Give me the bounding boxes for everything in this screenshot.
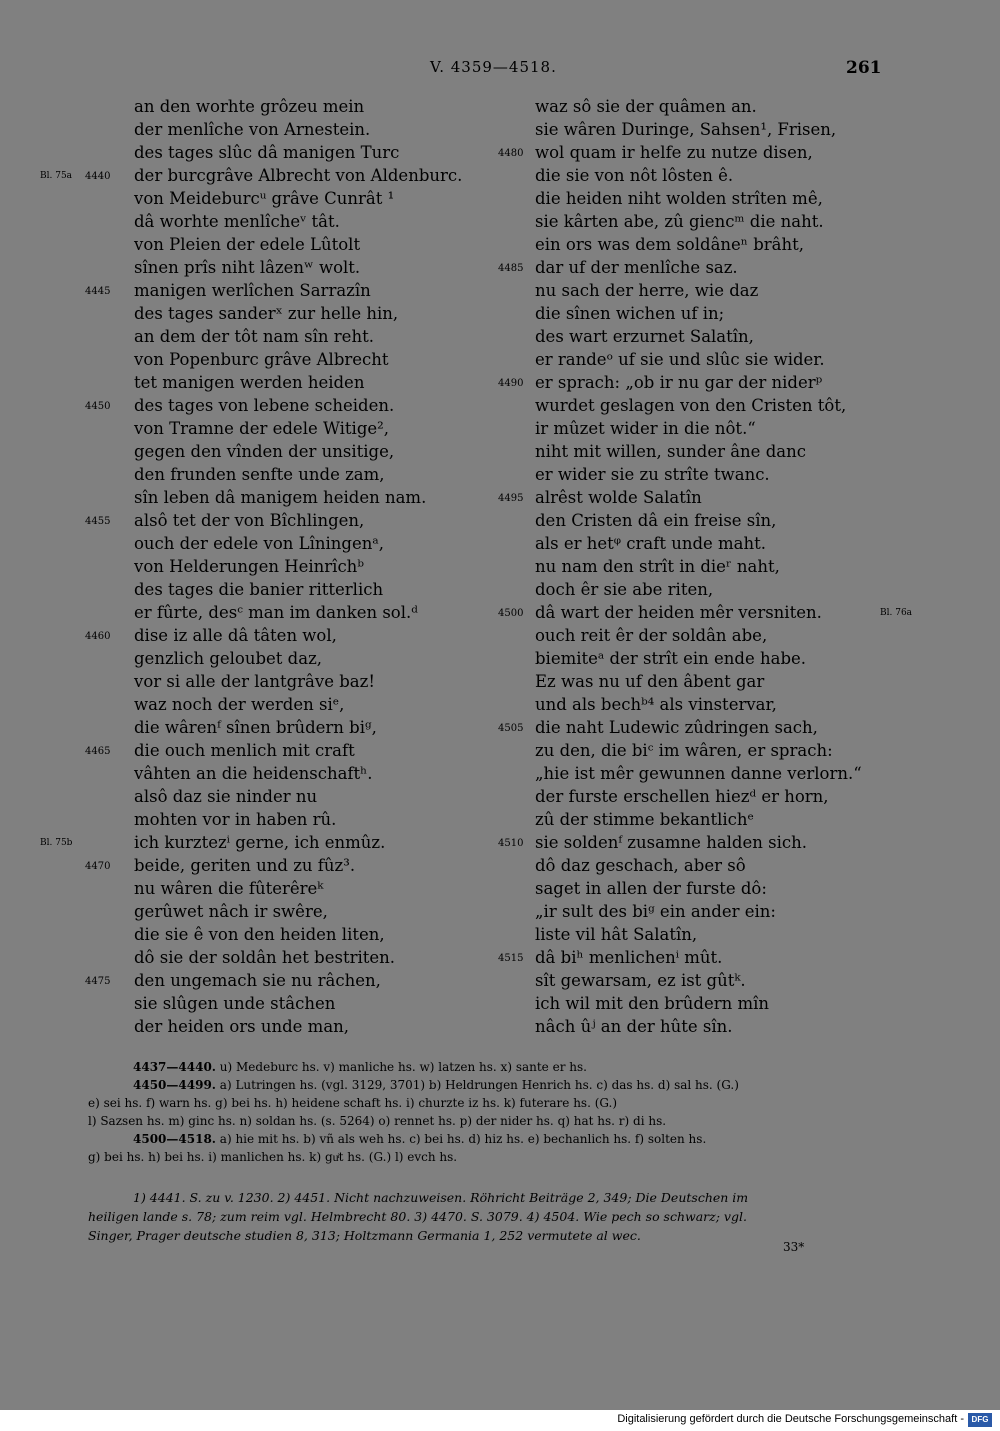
folio-marker: Bl. 75b [40,838,73,848]
verse-line [40,417,510,440]
verse-line [40,463,510,486]
verse-line [40,532,510,555]
verse-line [495,578,950,601]
verse-text: dâ wart der heiden mêr versniten. [535,603,822,622]
verse-line [495,601,950,624]
apparatus-line [88,1076,878,1094]
verse-text: sie wâren Duringe, Sahsen¹, Frisen, [535,120,837,139]
verse-line [495,762,950,785]
verse-line [40,670,510,693]
verse-text: waz noch der werden siᵉ, [134,695,345,714]
verse-line [495,693,950,716]
line-number: 4455 [85,516,111,527]
critical-apparatus [88,1058,878,1166]
verse-text: ein ors was dem soldâneⁿ brâht, [535,235,804,254]
verse-text: die sie von nôt lôsten ê. [535,166,734,185]
footnote-line: heiligen lande s. 78; zum reim vgl. Helmbrecht 80. 3) 4470. S. 3079. 4) 4504. Wie pech so schwarz; vgl. [88,1209,747,1224]
verse-text: den Cristen dâ ein freise sîn, [535,511,777,530]
verse-text: des wart erzurnet Salatîn, [535,327,754,346]
verse-text: dise iz alle dâ tâten wol, [134,626,337,645]
verse-line [40,647,510,670]
verse-text: sînen prîs niht lâzenʷ wolt. [134,258,361,277]
verse-line [495,210,950,233]
verse-line [40,509,510,532]
verse-line [495,417,950,440]
verse-line [40,624,510,647]
verse-line [495,302,950,325]
verse-text: ouch der edele von Lîningenᵃ, [134,534,384,553]
verse-line [40,785,510,808]
verse-text: niht mit willen, sunder âne danc [535,442,806,461]
verse-text: alsô tet der von Bîchlingen, [134,511,365,530]
verse-line [40,946,510,969]
verse-line [495,440,950,463]
line-number: 4495 [498,493,524,504]
verse-line [495,555,950,578]
verse-line [495,716,950,739]
verse-text: von Helderungen Heinrîchᵇ [134,557,364,576]
verse-line [40,578,510,601]
verse-text: des tages slûc dâ manigen Turc [134,143,400,162]
verse-line [495,348,950,371]
verse-text: von Tramne der edele Witige², [134,419,390,438]
apparatus-line [88,1058,878,1076]
page-number: 261 [846,58,882,78]
verse-text: tet manigen werden heiden [134,373,365,392]
verse-line [495,900,950,923]
footer-text: Digitalisierung gefördert durch die Deutsche Forschungsgemeinschaft - [617,1413,964,1425]
verse-line [40,923,510,946]
verse-text: er sprach: „ob ir nu gar der niderᵖ [535,373,823,392]
line-number: 4450 [85,401,111,412]
verse-text: dar uf der menlîche saz. [535,258,738,277]
footnote-line: Singer, Prager deutsche studien 8, 313; Holtzmann Germania 1, 252 vermutete al wec. [88,1228,641,1243]
verse-text: sie kârten abe, zû giencᵐ die naht. [535,212,824,231]
verse-text: genzlich geloubet daz, [134,649,323,668]
apparatus-line [88,1094,878,1112]
verse-text: die sînen wichen uf in; [535,304,725,323]
verse-text: der burcgrâve Albrecht von Aldenburc. [134,166,463,185]
verse-text: des tages von lebene scheiden. [134,396,395,415]
verse-text: nu nam den strît in dieʳ naht, [535,557,780,576]
verse-text: vor si alle der lantgrâve baz! [134,672,375,691]
line-number: 4485 [498,263,524,274]
verse-line [495,256,950,279]
apparatus-line [88,1112,878,1130]
verse-text: von Pleien der edele Lûtolt [134,235,361,254]
verse-text: von Popenburc grâve Albrecht [134,350,389,369]
verse-line [40,302,510,325]
verse-line [40,279,510,302]
verse-line [40,95,510,118]
verse-text: sît gewarsam, ez ist gûtᵏ. [535,971,746,990]
verse-line [40,486,510,509]
verse-line [40,992,510,1015]
verse-line [495,187,950,210]
verse-line [495,509,950,532]
verse-text: ouch reit êr der soldân abe, [535,626,768,645]
verse-text: waz sô sie der quâmen an. [535,97,757,116]
verse-line [40,762,510,785]
verse-text: manigen werlîchen Sarrazîn [134,281,371,300]
verse-line [40,831,510,854]
verse-line [495,877,950,900]
verse-line [40,601,510,624]
verse-text: liste vil hât Salatîn, [535,925,698,944]
line-number: 4480 [498,148,524,159]
verse-line [40,739,510,762]
apparatus-range: 4450—4499. [133,1078,216,1092]
verse-text: der menlîche von Arnestein. [134,120,371,139]
apparatus-text: e) sei hs. f) warn hs. g) bei hs. h) heidene schaft hs. i) churzte iz hs. k) futerare hs. (G.) [88,1096,618,1110]
verse-line [495,992,950,1015]
line-number: 4475 [85,976,111,987]
verse-text: dô sie der soldân het bestriten. [134,948,396,967]
verse-text: der heiden ors unde man, [134,1017,350,1036]
right-verse-column [495,95,950,1038]
verse-text: gerûwet nâch ir swêre, [134,902,328,921]
verse-line [495,279,950,302]
line-number: 4505 [498,723,524,734]
verse-line [495,95,950,118]
left-verse-column [40,95,510,1038]
verse-line [40,877,510,900]
verse-text: dâ worhte menlîcheᵛ tât. [134,212,340,231]
verse-line [495,969,950,992]
footer-bar [0,1410,1000,1431]
verse-text: er randeᵒ uf sie und slûc sie wider. [535,350,825,369]
verse-text: wol quam ir helfe zu nutze disen, [535,143,813,162]
verse-line [495,946,950,969]
verse-line [40,555,510,578]
verse-line [495,371,950,394]
verse-line [40,164,510,187]
verse-line [495,854,950,877]
apparatus-range: 4500—4518. [133,1132,216,1146]
verse-line [495,785,950,808]
line-number: 4445 [85,286,111,297]
verse-text: saget in allen der furste dô: [535,879,767,898]
footnote-line: 1) 4441. S. zu v. 1230. 2) 4451. Nicht nachzuweisen. Röhricht Beiträge 2, 349; Die Deutschen im [133,1190,749,1205]
verse-line [40,440,510,463]
line-number: 4500 [498,608,524,619]
verse-text: dô daz geschach, aber sô [535,856,746,875]
verse-line [495,233,950,256]
verse-text: die sie ê von den heiden liten, [134,925,385,944]
verse-line [40,808,510,831]
verse-text: nâch ûʲ an der hûte sîn. [535,1017,733,1036]
signature-mark: 33* [783,1240,805,1254]
verse-text: von Meideburcᵘ grâve Cunrât ¹ [134,189,395,208]
verse-text: Ez was nu uf den âbent gar [535,672,765,691]
verse-line [495,164,950,187]
footnotes [88,1188,878,1245]
verse-text: dâ biʰ menlichenⁱ mût. [535,948,723,967]
verse-text: zû der stimme bekantlichᵉ [535,810,754,829]
apparatus-line [88,1148,878,1166]
line-number: 4490 [498,378,524,389]
line-number: 4510 [498,838,524,849]
verse-text: alrêst wolde Salatîn [535,488,702,507]
verse-line [40,118,510,141]
apparatus-text: u) Medeburc hs. v) manliche hs. w) latzen hs. x) sante er hs. [215,1060,587,1074]
verse-line [495,923,950,946]
verse-line [495,118,950,141]
verse-text: an den worhte grôzeu mein [134,97,365,116]
apparatus-range: 4437—4440. [133,1060,216,1074]
verse-line [495,1015,950,1038]
line-number: 4440 [85,171,111,182]
apparatus-text: a) Lutringen hs. (vgl. 3129, 3701) b) Heldrungen Henrich hs. c) das hs. d) sal hs. (G.) [215,1078,739,1092]
verse-text: und als bechᵇ⁴ als vinstervar, [535,695,777,714]
folio-marker: Bl. 75a [40,171,73,181]
line-number: 4470 [85,861,111,872]
verse-text: vâhten an die heidenschaftʰ. [134,764,373,783]
verse-line [40,854,510,877]
verse-line [495,325,950,348]
verse-text: biemiteᵃ der strît ein ende habe. [535,649,807,668]
verse-text: er wider sie zu strîte twanc. [535,465,770,484]
verse-text: doch êr sie abe riten, [535,580,714,599]
verse-text: die wârenᶠ sînen brûdern biᵍ, [134,718,377,737]
verse-text: als er hetᵠ craft unde maht. [535,534,767,553]
verse-line [40,233,510,256]
verse-text: ir mûzet wider in die nôt.“ [535,419,756,438]
verse-text: die heiden niht wolden strîten mê, [535,189,823,208]
verse-line [495,831,950,854]
verse-text: gegen den vînden der unsitige, [134,442,395,461]
verse-line [495,141,950,164]
verse-line [40,693,510,716]
verse-text: des tages die banier ritterlich [134,580,384,599]
verse-line [40,1015,510,1038]
verse-text: zu den, die biᶜ im wâren, er sprach: [535,741,833,760]
verse-text: ich kurztezⁱ gerne, ich enmûz. [134,833,386,852]
verse-line [40,371,510,394]
verse-text: den frunden senfte unde zam, [134,465,385,484]
verse-line [40,141,510,164]
verse-line [495,532,950,555]
line-number: 4460 [85,631,111,642]
verse-text: die naht Ludewic zûdringen sach, [535,718,818,737]
verse-text: sie slûgen unde stâchen [134,994,336,1013]
apparatus-text: g) bei hs. h) bei hs. i) manlichen hs. k) guͥt hs. (G.) l) evch hs. [88,1150,458,1164]
folio-marker: Bl. 76a [880,608,913,618]
verse-text: der furste erschellen hiezᵈ er horn, [535,787,829,806]
verse-line [40,210,510,233]
verse-line [495,463,950,486]
verse-text: nu wâren die fûterêreᵏ [134,879,324,898]
apparatus-text: a) hie mit hs. b) vñ als weh hs. c) bei hs. d) hiz hs. e) bechanlich hs. f) solten hs. [215,1132,707,1146]
verse-text: sîn leben dâ manigem heiden nam. [134,488,427,507]
verse-line [40,716,510,739]
verse-line [495,624,950,647]
verse-text: an dem der tôt nam sîn reht. [134,327,374,346]
apparatus-text: l) Sazsen hs. m) ginc hs. n) soldan hs. (s. 5264) o) rennet hs. p) der nider hs. q) hat hs. r) di hs. [88,1114,667,1128]
verse-line [495,486,950,509]
verse-line [495,808,950,831]
verse-line [40,348,510,371]
running-head: V. 4359—4518. [430,58,557,76]
verse-line [40,325,510,348]
verse-text: er fûrte, desᶜ man im danken sol.ᵈ [134,603,418,622]
dfg-logo: DFG [968,1413,992,1427]
page-header [0,58,1000,80]
verse-line [495,670,950,693]
line-number: 4515 [498,953,524,964]
verse-text: den ungemach sie nu râchen, [134,971,381,990]
verse-text: die ouch menlich mit craft [134,741,355,760]
verse-line [40,900,510,923]
verse-text: „ir sult des biᵍ ein ander ein: [535,902,776,921]
verse-text: nu sach der herre, wie daz [535,281,759,300]
verse-line [40,256,510,279]
line-number: 4465 [85,746,111,757]
verse-text: mohten vor in haben rû. [134,810,337,829]
verse-text: ich wil mit den brûdern mîn [535,994,770,1013]
verse-text: des tages sanderˣ zur helle hin, [134,304,399,323]
verse-text: „hie ist mêr gewunnen danne verlorn.“ [535,764,862,783]
verse-line [495,739,950,762]
verse-text: alsô daz sie ninder nu [134,787,318,806]
apparatus-line [88,1130,878,1148]
verse-line [40,187,510,210]
verse-text: beide, geriten und zu fûz³. [134,856,356,875]
verse-line [40,394,510,417]
verse-text: sie soldenᶠ zusamne halden sich. [535,833,807,852]
verse-text: wurdet geslagen von den Cristen tôt, [535,396,847,415]
verse-line [495,394,950,417]
verse-line [495,647,950,670]
verse-line [40,969,510,992]
